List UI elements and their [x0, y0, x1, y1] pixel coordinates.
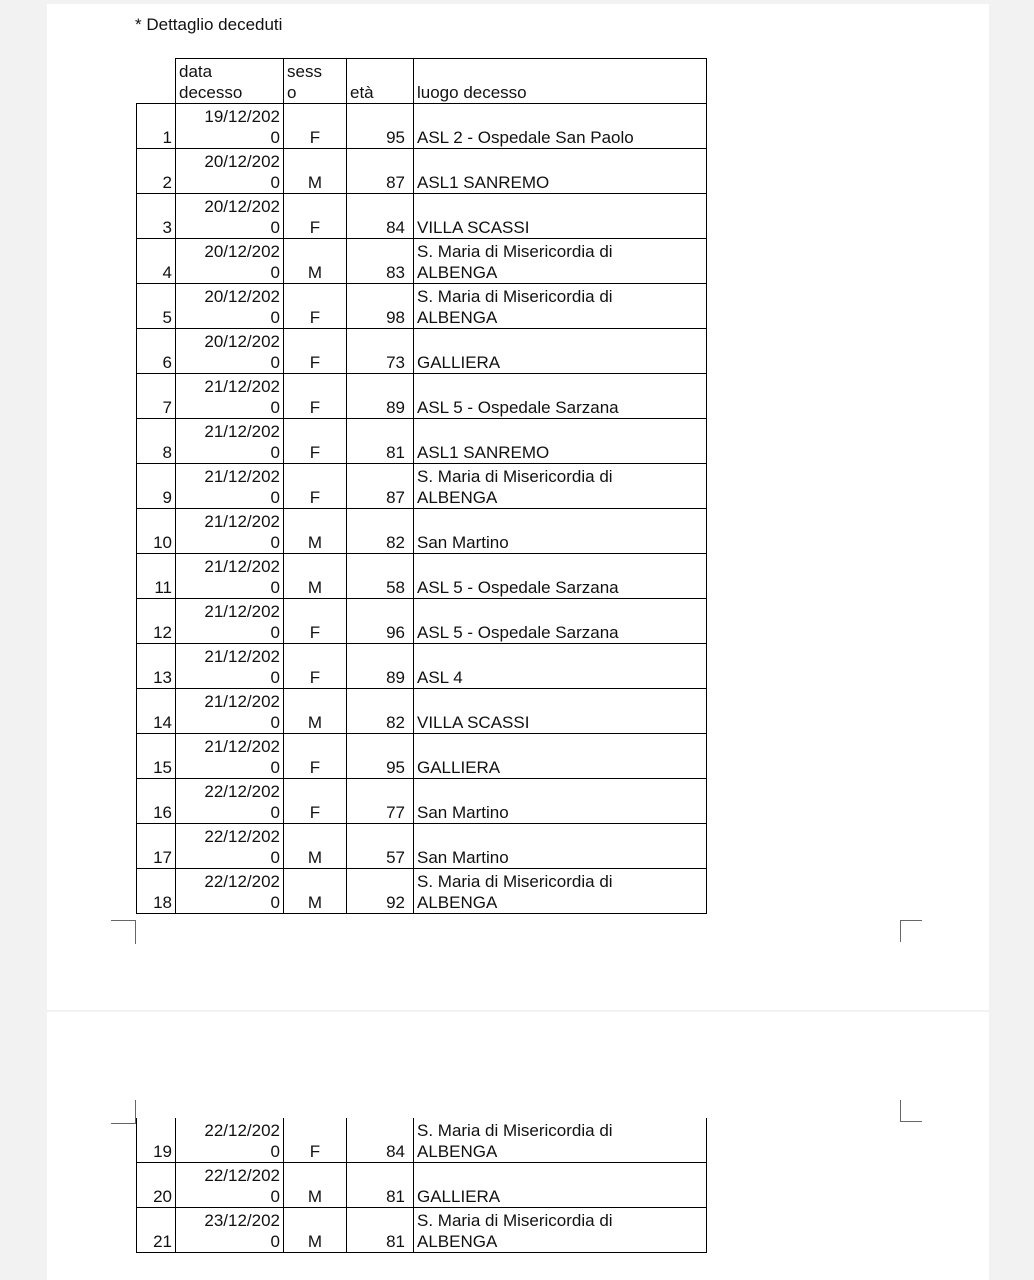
- table-header-row: [137, 59, 707, 104]
- row-data-decesso: 21/12/202 0: [176, 644, 284, 689]
- row-eta: 58: [347, 554, 414, 599]
- row-data-decesso: 21/12/202 0: [176, 374, 284, 419]
- row-index: 8: [137, 419, 176, 464]
- row-sesso: F: [284, 419, 347, 464]
- row-luogo-decesso: ASL1 SANREMO: [414, 419, 707, 464]
- row-data-decesso: 20/12/202 0: [176, 284, 284, 329]
- table-row: [137, 689, 707, 734]
- table-row: [137, 1208, 707, 1253]
- deceased-table-continued: [136, 1118, 707, 1253]
- document-page-1: [47, 4, 989, 1010]
- row-luogo-decesso: GALLIERA: [414, 1163, 707, 1208]
- row-luogo-decesso: VILLA SCASSI: [414, 194, 707, 239]
- table-row: [137, 869, 707, 914]
- header-data-decesso: data decesso: [176, 59, 284, 104]
- table-row: [137, 824, 707, 869]
- row-index: 18: [137, 869, 176, 914]
- row-index: 14: [137, 689, 176, 734]
- row-index: 3: [137, 194, 176, 239]
- row-eta: 82: [347, 689, 414, 734]
- row-data-decesso: 20/12/202 0: [176, 239, 284, 284]
- row-eta: 73: [347, 329, 414, 374]
- row-sesso: M: [284, 869, 347, 914]
- row-index: 20: [137, 1163, 176, 1208]
- row-index: 1: [137, 104, 176, 149]
- row-sesso: F: [284, 1118, 347, 1163]
- row-index: 17: [137, 824, 176, 869]
- table-row: [137, 329, 707, 374]
- row-index: 6: [137, 329, 176, 374]
- row-data-decesso: 21/12/202 0: [176, 419, 284, 464]
- row-sesso: M: [284, 1208, 347, 1253]
- row-sesso: M: [284, 239, 347, 284]
- crop-mark: [900, 1100, 901, 1122]
- table-row: [137, 419, 707, 464]
- row-index: 19: [137, 1118, 176, 1163]
- row-data-decesso: 22/12/202 0: [176, 869, 284, 914]
- row-sesso: F: [284, 779, 347, 824]
- crop-mark: [900, 920, 922, 921]
- header-sesso: sess o: [284, 59, 347, 104]
- row-eta: 87: [347, 464, 414, 509]
- row-eta: 95: [347, 734, 414, 779]
- row-data-decesso: 21/12/202 0: [176, 734, 284, 779]
- crop-mark: [900, 920, 901, 942]
- row-sesso: M: [284, 824, 347, 869]
- row-eta: 96: [347, 599, 414, 644]
- row-eta: 77: [347, 779, 414, 824]
- row-index: 15: [137, 734, 176, 779]
- row-eta: 81: [347, 1208, 414, 1253]
- header-index-cell: [137, 59, 176, 104]
- row-eta: 95: [347, 104, 414, 149]
- row-index: 12: [137, 599, 176, 644]
- row-data-decesso: 20/12/202 0: [176, 329, 284, 374]
- row-data-decesso: 21/12/202 0: [176, 554, 284, 599]
- row-eta: 82: [347, 509, 414, 554]
- row-sesso: M: [284, 554, 347, 599]
- row-index: 2: [137, 149, 176, 194]
- row-sesso: M: [284, 149, 347, 194]
- row-eta: 81: [347, 419, 414, 464]
- row-sesso: M: [284, 1163, 347, 1208]
- row-luogo-decesso: S. Maria di Misericordia di ALBENGA: [414, 464, 707, 509]
- row-luogo-decesso: San Martino: [414, 824, 707, 869]
- row-eta: 84: [347, 1118, 414, 1163]
- row-eta: 87: [347, 149, 414, 194]
- table-row: [137, 509, 707, 554]
- row-luogo-decesso: VILLA SCASSI: [414, 689, 707, 734]
- row-sesso: F: [284, 374, 347, 419]
- header-eta: età: [347, 59, 414, 104]
- row-data-decesso: 21/12/202 0: [176, 689, 284, 734]
- row-data-decesso: 21/12/202 0: [176, 599, 284, 644]
- row-index: 13: [137, 644, 176, 689]
- crop-mark: [900, 1121, 922, 1122]
- row-luogo-decesso: S. Maria di Misericordia di ALBENGA: [414, 1118, 707, 1163]
- row-luogo-decesso: ASL 5 - Ospedale Sarzana: [414, 374, 707, 419]
- row-eta: 89: [347, 644, 414, 689]
- row-sesso: F: [284, 194, 347, 239]
- row-index: 21: [137, 1208, 176, 1253]
- row-luogo-decesso: ASL 4: [414, 644, 707, 689]
- row-data-decesso: 22/12/202 0: [176, 779, 284, 824]
- row-luogo-decesso: GALLIERA: [414, 329, 707, 374]
- row-index: 4: [137, 239, 176, 284]
- table-row: [137, 644, 707, 689]
- document-page-2: [47, 1012, 989, 1280]
- row-sesso: F: [284, 104, 347, 149]
- row-luogo-decesso: ASL 5 - Ospedale Sarzana: [414, 599, 707, 644]
- table-row: [137, 554, 707, 599]
- row-sesso: M: [284, 689, 347, 734]
- row-sesso: F: [284, 284, 347, 329]
- row-sesso: F: [284, 599, 347, 644]
- row-eta: 81: [347, 1163, 414, 1208]
- row-index: 5: [137, 284, 176, 329]
- row-index: 11: [137, 554, 176, 599]
- row-luogo-decesso: S. Maria di Misericordia di ALBENGA: [414, 1208, 707, 1253]
- row-data-decesso: 19/12/202 0: [176, 104, 284, 149]
- row-index: 16: [137, 779, 176, 824]
- table-row: [137, 1118, 707, 1163]
- row-luogo-decesso: ASL1 SANREMO: [414, 149, 707, 194]
- row-data-decesso: 22/12/202 0: [176, 1163, 284, 1208]
- row-eta: 84: [347, 194, 414, 239]
- row-luogo-decesso: San Martino: [414, 779, 707, 824]
- table-row: [137, 194, 707, 239]
- row-data-decesso: 21/12/202 0: [176, 464, 284, 509]
- deceased-table: [136, 58, 707, 914]
- row-data-decesso: 22/12/202 0: [176, 1118, 284, 1163]
- row-data-decesso: 21/12/202 0: [176, 509, 284, 554]
- row-index: 9: [137, 464, 176, 509]
- row-eta: 98: [347, 284, 414, 329]
- row-luogo-decesso: San Martino: [414, 509, 707, 554]
- row-eta: 57: [347, 824, 414, 869]
- table-row: [137, 464, 707, 509]
- row-luogo-decesso: ASL 2 - Ospedale San Paolo: [414, 104, 707, 149]
- row-sesso: M: [284, 509, 347, 554]
- row-index: 7: [137, 374, 176, 419]
- crop-mark: [111, 1123, 136, 1124]
- row-eta: 89: [347, 374, 414, 419]
- table-row: [137, 104, 707, 149]
- row-sesso: F: [284, 644, 347, 689]
- crop-mark: [111, 920, 136, 921]
- row-luogo-decesso: GALLIERA: [414, 734, 707, 779]
- header-luogo-decesso: luogo decesso: [414, 59, 707, 104]
- row-sesso: F: [284, 464, 347, 509]
- row-data-decesso: 23/12/202 0: [176, 1208, 284, 1253]
- table-row: [137, 284, 707, 329]
- row-luogo-decesso: ASL 5 - Ospedale Sarzana: [414, 554, 707, 599]
- row-luogo-decesso: S. Maria di Misericordia di ALBENGA: [414, 869, 707, 914]
- table-row: [137, 149, 707, 194]
- table-row: [137, 734, 707, 779]
- table-row: [137, 1163, 707, 1208]
- crop-mark: [135, 920, 136, 944]
- row-index: 10: [137, 509, 176, 554]
- row-sesso: F: [284, 329, 347, 374]
- row-data-decesso: 22/12/202 0: [176, 824, 284, 869]
- table-row: [137, 599, 707, 644]
- section-heading: * Dettaglio deceduti: [135, 15, 283, 34]
- table-row: [137, 239, 707, 284]
- table-row: [137, 779, 707, 824]
- row-eta: 83: [347, 239, 414, 284]
- row-luogo-decesso: S. Maria di Misericordia di ALBENGA: [414, 284, 707, 329]
- row-data-decesso: 20/12/202 0: [176, 149, 284, 194]
- row-sesso: F: [284, 734, 347, 779]
- row-luogo-decesso: S. Maria di Misericordia di ALBENGA: [414, 239, 707, 284]
- table-row: [137, 374, 707, 419]
- row-data-decesso: 20/12/202 0: [176, 194, 284, 239]
- row-eta: 92: [347, 869, 414, 914]
